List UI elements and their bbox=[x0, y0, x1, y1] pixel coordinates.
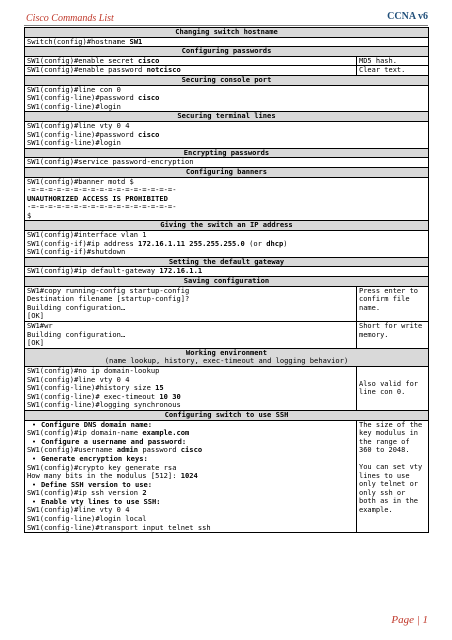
command-cell: SW1(config)#line vty 0 4 SW1(config-line)#password cisco SW1(config-line)#login bbox=[25, 121, 429, 148]
command-cell: SW1(config)#no ip domain-lookup SW1(config)#line vty 0 4 SW1(config-line)#history size 15 SW1(config-line)# exec-timeout 10 30 SW1(config-line)#logging synchronous bbox=[25, 366, 357, 410]
command-cell: SW1(config)#ip default-gateway 172.16.1.1 bbox=[25, 267, 429, 277]
section-env-subtitle: (name lookup, history, exec-timeout and logging behavior) bbox=[104, 356, 349, 366]
ssh-note-vty: You can set vty lines to use only telnet or only ssh or both as in the example. bbox=[359, 462, 423, 514]
bullet-icon: • bbox=[31, 453, 37, 463]
command-cell: SW1#wr Building configuration… [OK] bbox=[25, 322, 357, 349]
command-cell: SW1(config)#service password-encryption bbox=[25, 158, 429, 168]
note-cell: Also valid for line con 0. bbox=[357, 366, 429, 410]
note-cell: Clear text. bbox=[357, 66, 429, 76]
command-cell: SW1(config)#banner motd $ -=-=-=-=-=-=-=-=-=-=-=-=-=-=-=-=-=- UNAUTHORIZED ACCESS IS PROHIBITED -=-=-=-=-=-=-=-=-=-=-=-=-=-=-=-=-=- $ bbox=[25, 177, 429, 221]
bullet-icon: • bbox=[31, 436, 37, 446]
note-cell bbox=[357, 420, 429, 533]
bullet-icon: • bbox=[31, 496, 37, 506]
section-env-title: Working environment (name lookup, history, exec-timeout and logging behavior) bbox=[25, 348, 429, 366]
section-console-title: Securing console port bbox=[25, 75, 429, 85]
note-cell: Short for write memory. bbox=[357, 322, 429, 349]
section-passwords-title: Configuring passwords bbox=[25, 47, 429, 57]
section-saving-title: Saving configuration bbox=[25, 277, 429, 287]
bullet-icon: • bbox=[31, 420, 37, 429]
note-cell: MD5 hash. bbox=[357, 56, 429, 66]
command-cell: • Configure DNS domain name: SW1(config)#ip domain-name example.com • Configure a username and password: SW1(config)#username admin password cisco • Generate encryption keys: SW1(config)#crypto key generate rsa How many bits in the modulus [512]: 1024 • Define SSH version to use: SW1(config)#ip ssh version 2 • Enable vty lines to use SSH: SW1(config)#line vty 0 4 SW1(config-line)#login local SW1(config-line)#transport input telnet ssh bbox=[25, 420, 357, 533]
header-divider bbox=[24, 25, 428, 26]
section-banners-title: Configuring banners bbox=[25, 167, 429, 177]
page-number: Page | 1 bbox=[391, 614, 428, 626]
document-title: Cisco Commands List bbox=[26, 13, 114, 24]
command-cell: SW1(config)#enable password notcisco bbox=[25, 66, 357, 76]
note-cell: Press enter to confirm file name. bbox=[357, 286, 429, 321]
command-cell: SW1(config)#enable secret cisco bbox=[25, 56, 357, 66]
version-label: CCNA v6 bbox=[387, 11, 428, 22]
command-cell: SW1(config)#line con 0 SW1(config-line)#password cisco SW1(config-line)#login bbox=[25, 85, 429, 112]
section-terminal-title: Securing terminal lines bbox=[25, 112, 429, 122]
section-ip-title: Giving the switch an IP address bbox=[25, 221, 429, 231]
section-gateway-title: Setting the default gateway bbox=[25, 257, 429, 267]
section-hostname-title: Changing switch hostname bbox=[25, 28, 429, 38]
section-ssh-title: Configuring switch to use SSH bbox=[25, 410, 429, 420]
command-cell: SW1#copy running-config startup-config Destination filename [startup-config]? Building configuration… [OK] bbox=[25, 286, 357, 321]
command-cell: Switch(config)#hostname SW1 bbox=[25, 37, 429, 47]
section-encrypt-title: Encrypting passwords bbox=[25, 148, 429, 158]
commands-table bbox=[24, 27, 429, 533]
ssh-note-modulus: The size of the key modulus in the range of 360 to 2048. bbox=[359, 420, 423, 455]
command-cell: SW1(config)#interface vlan 1 SW1(config-if)#ip address 172.16.1.11 255.255.255.0 (or dhcp) SW1(config-if)#shutdown bbox=[25, 231, 429, 258]
bullet-icon: • bbox=[31, 479, 37, 489]
